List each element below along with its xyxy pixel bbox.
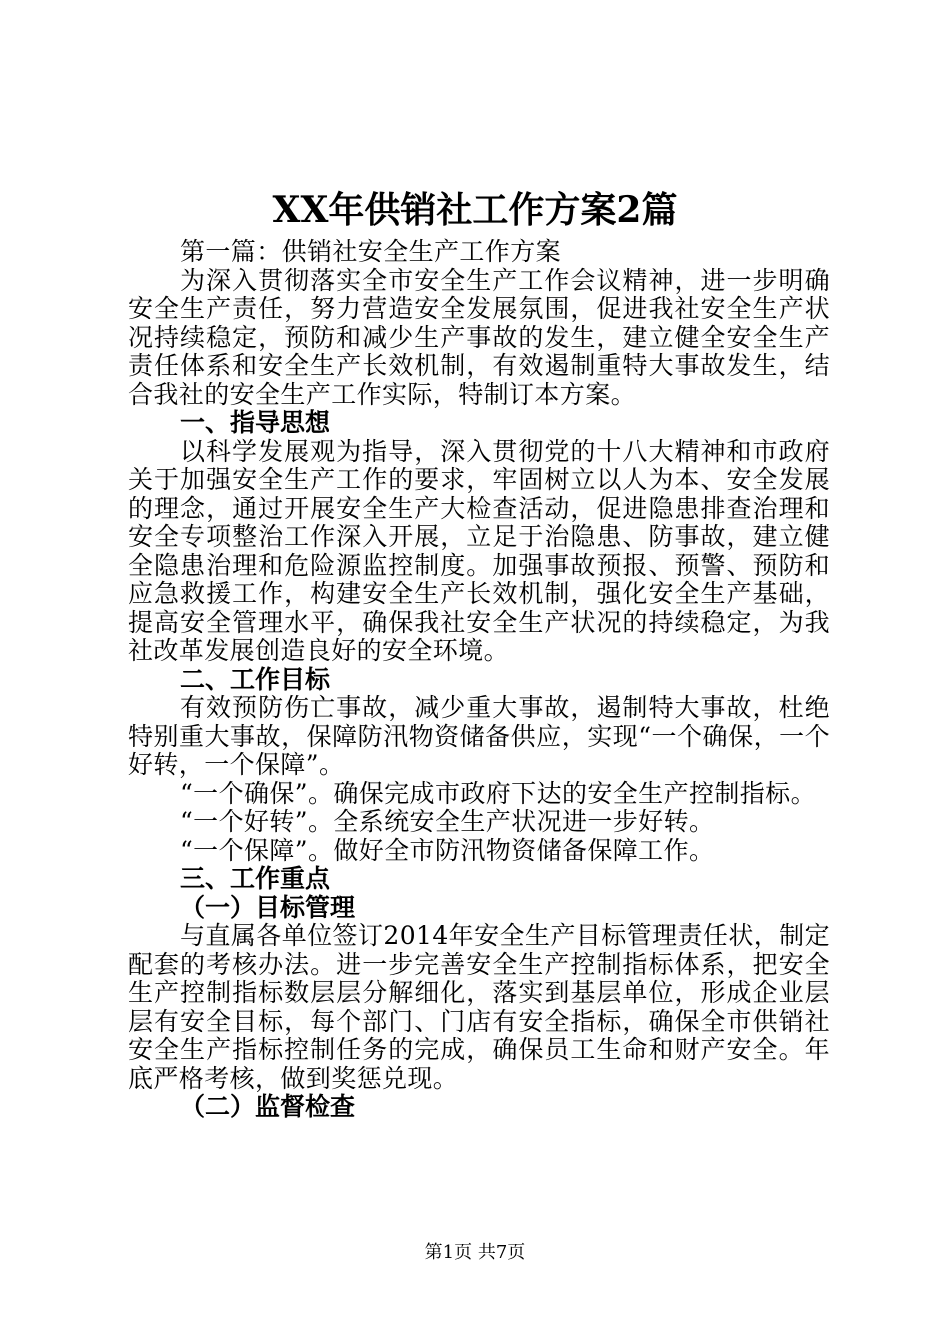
section-subtitle: 第一篇：供销社安全生产工作方案 — [180, 237, 562, 266]
work-goal-paragraph: 有效预防伤亡事故，减少重大事故，遏制特大事故，杜绝特别重大事故，保障防汛物资储备供应，实现“一个确保，一个好转，一个保障”。 — [128, 693, 830, 779]
heading-work-focus: 三、工作重点 — [180, 864, 331, 893]
document-body — [128, 238, 830, 1122]
heading-target-management: （一）目标管理 — [180, 892, 356, 922]
document-title: XX年供销社工作方案2篇 — [272, 189, 678, 231]
goal-item-ensure: “一个确保”。确保完成市政府下达的安全生产控制指标。 — [180, 778, 816, 808]
goal-item-improve: “一个好转”。全系统安全生产状况进一步好转。 — [180, 807, 715, 836]
heading-supervision: （二）监督检查 — [180, 1092, 356, 1121]
intro-paragraph: 为深入贯彻落实全市安全生产工作会议精神，进一步明确安全生产责任，努力营造安全发展氛围，促进我社安全生产状况持续稳定，预防和减少生产事故的发生，建立健全安全生产责任体系和安全生产长效机制，有效遏制重特大事故发生，结合我社的安全生产工作实际，特制订本方案。 — [128, 265, 830, 409]
page-footer: 第1页 共7页 — [424, 1242, 526, 1263]
goal-item-guarantee: “一个保障”。做好全市防汛物资储备保障工作。 — [180, 835, 715, 865]
guiding-thought-paragraph: 以科学发展观为指导，深入贯彻党的十八大精神和市政府关于加强安全生产工作的要求，牢固树立以人为本、安全发展的理念，通过开展安全生产大检查活动，促进隐患排查治理和安全专项整治工作深入开展，立足于治隐患、防事故，建立健全隐患治理和危险源监控制度。加强事故预报、预警、预防和应急救援工作，构建安全生产长效机制，强化安全生产基础，提高安全管理水平，确保我社安全生产状况的持续稳定，为我社改革发展创造良好的安全环境。 — [128, 436, 830, 665]
target-management-paragraph: 与直属各单位签订2014年安全生产目标管理责任状，制定配套的考核办法。进一步完善安全生产控制指标体系，把安全生产控制指标数层层分解细化，落实到基层单位，形成企业层层有安全目标，每个部门、门店有安全指标，确保全市供销社安全生产指标控制任务的完成，确保员工生命和财产安全。年底严格考核，做到奖惩兑现。 — [128, 921, 830, 1093]
heading-guiding-thought: 一、指导思想 — [180, 408, 331, 437]
heading-work-goal: 二、工作目标 — [180, 664, 331, 694]
